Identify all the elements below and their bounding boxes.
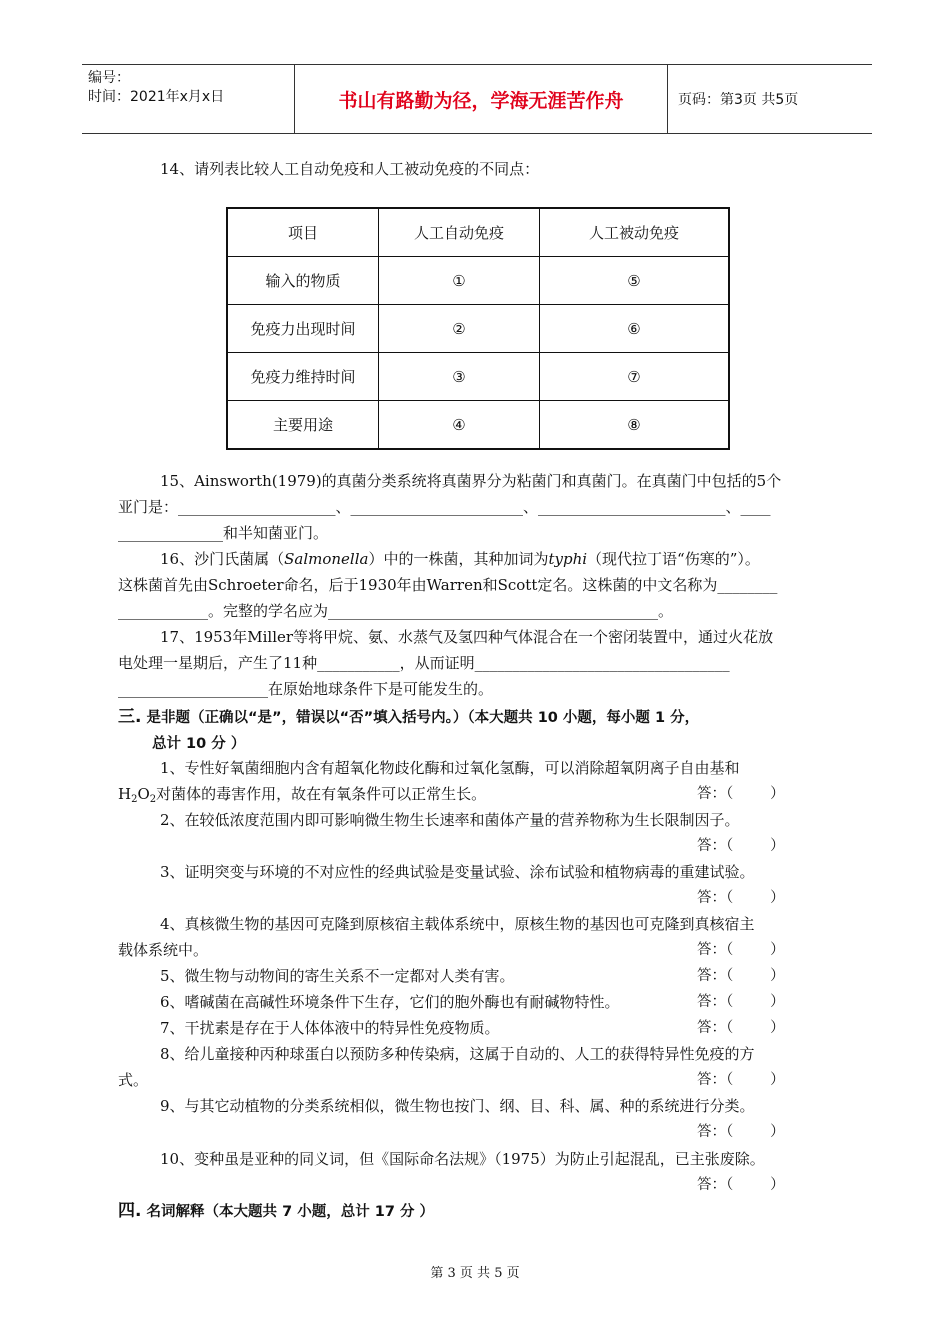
formula-subscript: 2 [131,794,138,805]
page-header [82,64,872,134]
header-meta [82,65,295,133]
question-15-line-1: 15、Ainsworth(1979)的真菌分类系统将真菌界分为粘菌门和真菌门。在真菌门中包括的5个 [160,472,782,490]
table-cell: ④ [379,401,540,450]
tf-question-9: 9、与其它动植物的分类系统相似，微生物也按门、纲、目、科、属、种的系统进行分类。 [160,1097,755,1115]
table-cell: 输入的物质 [227,257,379,305]
tf-question-10: 10、变种虽是亚种的同义词，但《国际命名法规》（1975）为防止引起混乱，已主张废除。 [160,1150,765,1168]
tf-question-4-line-1: 4、真核微生物的基因可克隆到原核宿主载体系统中，原核生物的基因也可克隆到真核宿主 [160,915,755,933]
table-cell: ⑧ [540,401,730,450]
table-cell: 主要用途 [227,401,379,450]
table-cell: 免疫力维持时间 [227,353,379,401]
section-3-title-line-1: 是非题（正确以“是”，错误以“否”填入括号内。）（本大题共 10 小题，每小题 1 分， [146,710,700,726]
answer-slot: 答：（ ） [697,786,785,802]
tf-question-3: 3、证明突变与环境的不对应性的经典试验是变量试验、涂布试验和植物病毒的重建试验。 [160,863,755,881]
answer-slot: 答：（ ） [697,838,785,854]
formula-text: O [137,785,150,803]
table-header-row [227,208,729,257]
section-4-heading [118,1198,834,1225]
tf-question-5: 5、微生物与动物间的寄生关系不一定都对人类有害。 [160,967,515,985]
serial-label: 编号： [88,70,130,86]
question-14: 14、请列表比较人工自动免疫和人工被动免疫的不同点： [160,160,540,178]
tf-question-7: 7、干扰素是存在于人体体液中的特异性免疫物质。 [160,1019,500,1037]
answer-slot: 答：（ ） [697,1020,785,1036]
question-15 [118,468,834,546]
tf-question-6: 6、嗜碱菌在高碱性环境条件下生存，它们的胞外酶也有耐碱物特性。 [160,993,620,1011]
table-row [227,401,729,450]
question-15-line-2: 亚门是：_____________________、_______________________、_________________________、____ [118,498,771,516]
species-epithet: typhi [548,550,588,568]
table-cell: ⑦ [540,353,730,401]
table-header-cell: 人工被动免疫 [540,208,730,257]
tf-question-8-line-1: 8、给儿童接种丙种球蛋白以预防多种传染病，这属于自动的、人工的获得特异性免疫的方 [160,1045,755,1063]
date-label: 时间：2021年x月x日 [88,89,225,105]
question-16 [118,546,834,624]
question-17-line-3: ____________________在原始地球条件下是可能发生的。 [118,680,494,698]
question-16-text: 16、沙门氏菌属（ [160,550,285,568]
answer-slot: 答：（ ） [697,1072,785,1088]
question-16-text: （现代拉丁语“伤寒的”）。 [587,550,760,568]
table-cell: ② [379,305,540,353]
answer-slot: 答：（ ） [697,1124,785,1140]
tf-question-4-line-2: 载体系统中。 [118,941,209,959]
table-row [227,257,729,305]
table-cell: ⑥ [540,305,730,353]
section-4-title: 名词解释（本大题共 7 小题，总计 17 分 ） [146,1204,435,1220]
section-3-number: 三. [118,707,142,727]
tf-question-2: 2、在较低浓度范围内即可影响微生物生长速率和菌体产量的营养物称为生长限制因子。 [160,811,740,829]
genus-name: Salmonella [284,550,369,568]
table-cell: ⑤ [540,257,730,305]
formula-subscript: 2 [149,794,157,805]
question-16-line-3: ____________。完整的学名应为____________________________________________。 [118,602,674,620]
table-cell: ③ [379,353,540,401]
immunity-comparison-table [226,207,730,450]
question-16-text: ）中的一株菌，其种加词为 [368,550,549,568]
table-row [227,353,729,401]
section-3-title-line-2: 总计 10 分 ） [152,736,246,752]
section-3-heading [118,704,834,757]
question-17-line-1: 17、1953年Miller等将甲烷、氨、水蒸气及氢四种气体混合在一个密闭装置中，通过火花放 [160,628,774,646]
question-16-line-1 [118,546,834,572]
answer-slot: 答：（ ） [697,942,785,958]
answer-slot: 答：（ ） [697,1177,785,1193]
question-16-line-2: 这株菌首先由Schroeter命名，后于1930年由Warren和Scott定名。这株菌的中文名称为________ [118,576,778,594]
header-motto: 书山有路勤为径，学海无涯苦作舟 [295,65,668,133]
table-header-cell: 人工自动免疫 [379,208,540,257]
table-cell: 免疫力出现时间 [227,305,379,353]
table-cell: ① [379,257,540,305]
table-row [227,305,729,353]
question-17 [118,624,834,702]
formula-text: H [118,785,132,803]
answer-slot: 答：（ ） [697,994,785,1010]
answer-slot: 答：（ ） [697,968,785,984]
header-page-label: 页码：第3页 共5页 [678,92,799,108]
tf-question-8-line-2: 式。 [118,1071,149,1089]
question-15-line-3: ______________和半知菌亚门。 [118,524,329,542]
section-4-number: 四. [118,1201,142,1221]
answer-slot: 答：（ ） [697,890,785,906]
question-17-line-2: 电处理一星期后，产生了11种___________，从而证明__________________________________ [118,654,730,672]
question-text: 对菌体的毒害作用，故在有氧条件可以正常生长。 [156,785,487,803]
table-header-cell: 项目 [227,208,379,257]
tf-question-1-line-1: 1、专性好氧菌细胞内含有超氧化物歧化酶和过氧化氢酶，可以消除超氧阴离子自由基和 [160,759,740,777]
page-footer: 第 3 页 共 5 页 [430,1266,520,1281]
